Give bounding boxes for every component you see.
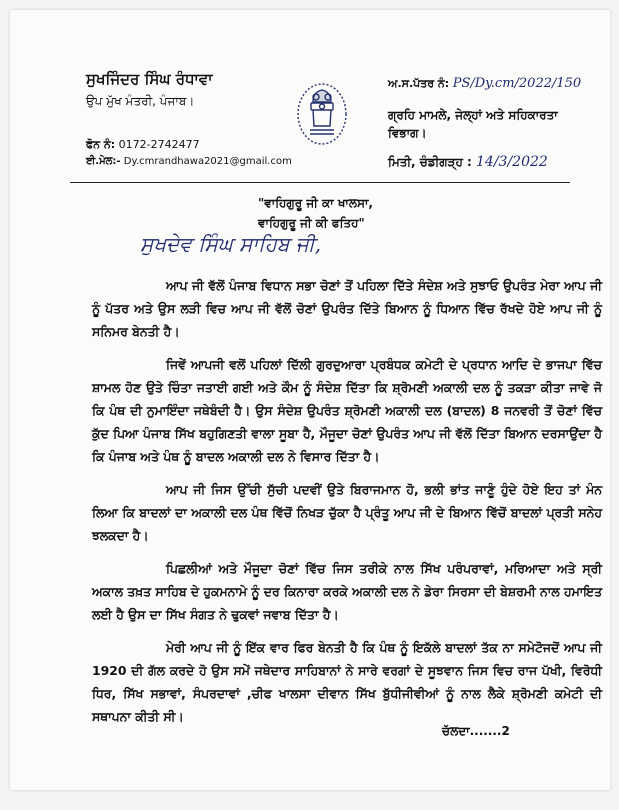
letter-page — [10, 10, 610, 790]
paragraph-3: ਆਪ ਜੀ ਜਿਸ ਉੱਚੀ ਸੁੱਚੀ ਪਦਵੀਂ ਉਤੇ ਬਿਰਾਜਮਾਨ ਹੋ, ਭਲੀ ਭਾਂਤ ਜਾਣੂੰ ਹੁੰਦੇ ਹੋਏ ਇਹ ਤਾਂ ਮੰਨ ਲਿਆ ਕਿ ਬਾਦਲਾਂ ਦਾ ਅਕਾਲੀ ਦਲ ਪੰਥ ਵਿੱਚੋਂ ਨਿਖੜ ਚੁੱਕਾ ਹੈ ਪ੍ਰੰਤੂ ਆਪ ਜੀ ਦੇ ਬਿਆਨ ਵਿੱਚੋਂ ਬਾਦਲਾਂ ਪ੍ਰਤੀ ਸਨੇਹ ਝਲਕਦਾ ਹੈ। — [92, 482, 602, 543]
paragraph-4: ਪਿਛਲੀਆਂ ਅਤੇ ਮੌਜੂਦਾ ਚੋਣਾਂ ਵਿੱਚ ਜਿਸ ਤਰੀਕੇ ਨਾਲ ਸਿੱਖ ਪਰੰਪਰਾਵਾਂ, ਮਰਿਆਦਾ ਅਤੇ ਸ੍ਰੀ ਅਕਾਲ ਤਖ਼ਤ ਸਾਹਿਬ ਦੇ ਹੁਕਮਨਾਮੇ ਨੂੰ ਦਰ ਕਿਨਾਰਾ ਕਰਕੇ ਅਕਾਲੀ ਦਲ ਨੇ ਡੇਰਾ ਸਿਰਸਾ ਦੀ ਬੇਸ਼ਰਮੀ ਨਾਲ ਹਮਾਇਤ ਲਈ ਹੈ ਉਸ ਦਾ ਸਿੱਖ ਸੰਗਤ ਨੇ ਢੁਕਵਾਂ ਜਵਾਬ ਦਿੱਤਾ ਹੈ। — [92, 561, 602, 622]
paragraph-2: ਜਿਵੇਂ ਆਪਜੀ ਵਲੋਂ ਪਹਿਲਾਂ ਦਿੱਲੀ ਗੁਰਦੁਆਰਾ ਪ੍ਰਬੰਧਕ ਕਮੇਟੀ ਦੇ ਪ੍ਰਧਾਨ ਆਦਿ ਦੇ ਭਾਜਪਾ ਵਿੱਚ ਸ਼ਾਮਲ ਹੋਣ ਉਤੇ ਚਿੰਤਾ ਜਤਾਈ ਗਈ ਅਤੇ ਕੌਮ ਨੂੰ ਸੰਦੇਸ਼ ਦਿੱਤਾ ਕਿ ਸ਼੍ਰੋਮਣੀ ਅਕਾਲੀ ਦਲ ਨੂੰ ਤਕੜਾ ਕੀਤਾ ਜਾਵੇ ਜੋ ਕਿ ਪੰਥ ਦੀ ਨੁਮਾਇੰਦਾ ਜਥੇਬੰਦੀ ਹੈ। ਉਸ ਸੰਦੇਸ਼ ਉਪਰੰਤ ਸ਼੍ਰੋਮਣੀ ਅਕਾਲੀ ਦਲ (ਬਾਦਲ) 8 ਜਨਵਰੀ ਤੋਂ ਚੋਣਾਂ ਵਿੱਚ ਕੁੱਦ ਪਿਆ ਪੰਜਾਬ ਸਿੱਖ ਬਹੁਗਿਣਤੀ ਵਾਲਾ ਸੂਬਾ ਹੈ, ਮੌਜੂਦਾ ਚੋਣਾਂ ਉਪਰੰਤ ਆਪ ਜੀ ਵੱਲੋਂ ਦਿੱਤਾ ਬਿਆਨ ਦਰਸਾਉਂਦਾ ਹੈ ਕਿ ਪੰਜਾਬ ਅਤੇ ਪੰਥ ਨੂੰ ਬਾਦਲ ਅਕਾਲੀ ਦਲ ਨੇ ਵਿਸਾਰ ਦਿੱਤਾ ਹੈ। — [92, 357, 602, 464]
department: ਗ੍ਰਹਿ ਮਾਮਲੇ, ਜੇਲ੍ਹਾਂ ਅਤੇ ਸਹਿਕਾਰਤਾ ਵਿਭਾਗ। — [388, 108, 558, 140]
reference-number: PS/Dy.cm/2022/150 — [452, 76, 582, 91]
date-label: ਮਿਤੀ, ਚੰਡੀਗੜ੍ਹ : — [388, 155, 472, 169]
header-divider — [70, 182, 570, 183]
email-address: Dy.cmrandhawa2021@gmail.com — [123, 156, 292, 167]
sender-designation: ਉਪ ਮੁੱਖ ਮੰਤਰੀ, ਪੰਜਾਬ। — [86, 94, 195, 108]
phone-number: 0172-2742477 — [118, 138, 200, 151]
ashoka-emblem-icon — [296, 80, 348, 150]
reference-line — [388, 76, 581, 91]
date-value: 14/3/2022 — [476, 154, 548, 170]
sender-email — [86, 156, 292, 167]
reference-label: ਅ.ਸ.ਪੱਤਰ ਨੰ: — [388, 77, 450, 90]
email-label: ਈ.ਮੇਲ:- — [86, 156, 121, 167]
sender-phone — [86, 138, 200, 152]
paragraph-1: ਆਪ ਜੀ ਵੱਲੋਂ ਪੰਜਾਬ ਵਿਧਾਨ ਸਭਾ ਚੋਣਾਂ ਤੋਂ ਪਹਿਲਾ ਦਿੱਤੇ ਸੰਦੇਸ਼ ਅਤੇ ਸੁਝਾਓ ਉਪਰੰਤ ਮੇਰਾ ਆਪ ਜੀ ਨੂੰ ਪੱਤਰ ਅਤੇ ਉਸ ਲੜੀ ਵਿਚ ਆਪ ਜੀ ਵੱਲੋਂ ਚੋਣਾਂ ਉਪਰੰਤ ਦਿੱਤੇ ਬਿਆਨ ਨੂੰ ਧਿਆਨ ਵਿੱਚ ਰੱਖਦੇ ਹੋਏ ਆਪ ਜੀ ਨੂੰ ਸਨਿਮਰ ਬੇਨਤੀ ਹੈ। — [92, 278, 602, 339]
greeting-line-2: ਵਾਹਿਗੁਰੂ ਜੀ ਕੀ ਫਤਿਹ" — [258, 216, 365, 230]
paragraph-5: ਮੇਰੀ ਆਪ ਜੀ ਨੂੰ ਇੱਕ ਵਾਰ ਫਿਰ ਬੇਨਤੀ ਹੈ ਕਿ ਪੰਥ ਨੂੰ ਇਕੱਲੇ ਬਾਦਲਾਂ ਤੱਕ ਨਾ ਸਮੇਟੋਜਦੋਂ ਆਪ ਜੀ 1920 ਦੀ ਗੱਲ ਕਰਦੇ ਹੋ ਉਸ ਸਮੇਂ ਜਥੇਦਾਰ ਸਾਹਿਬਾਨਾਂ ਨੇ ਸਾਰੇ ਵਰਗਾਂ ਦੇ ਸੂਝਵਾਨ ਜਿਸ ਵਿਚ ਰਾਜ ਪੱਖੀ, ਵਿਰੋਧੀ ਧਿਰ, ਸਿੱਖ ਸਭਾਵਾਂ, ਸੰਪਰਦਾਵਾਂ ,ਚੀਫ ਖਾਲਸਾ ਦੀਵਾਨ ਸਿੱਖ ਬੁੱਧੀਜੀਵੀਆਂ ਨੂੰ ਨਾਲ ਲੈਕੇ ਸ਼੍ਰੋਮਣੀ ਕਮੇਟੀ ਦੀ ਸਥਾਪਨਾ ਕੀਤੀ ਸੀ। — [92, 640, 602, 724]
letter-body — [92, 274, 602, 738]
salutation: ਸੁਖਦੇਵ ਸਿੰਘ ਸਾਹਿਬ ਜੀ, — [140, 232, 322, 256]
date-line — [388, 154, 548, 170]
greeting-line-1: "ਵਾਹਿਗੁਰੂ ਜੀ ਕਾ ਖਾਲਸਾ, — [258, 196, 373, 210]
continued-marker: ਚੱਲਦਾ.......2 — [442, 724, 510, 738]
sender-name: ਸੁਖਜਿੰਦਰ ਸਿੰਘ ਰੰਧਾਵਾ — [86, 70, 213, 88]
phone-label: ਫੋਨ ਨੰ: — [86, 138, 116, 151]
